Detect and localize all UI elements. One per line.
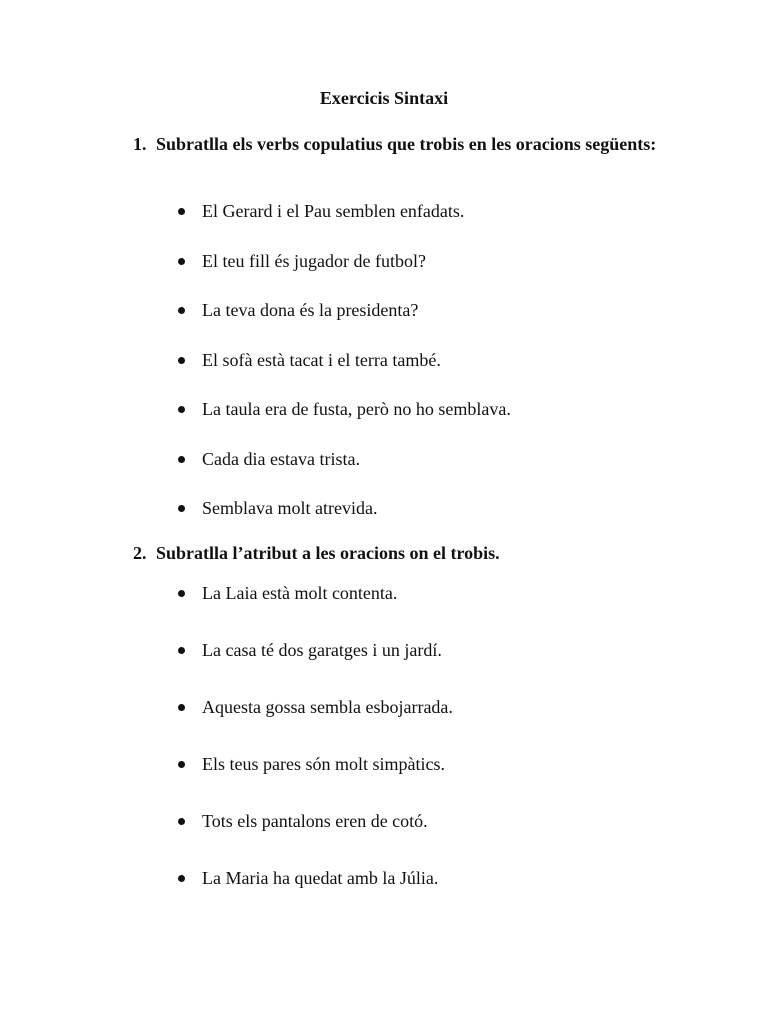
bullet-icon [178,704,185,711]
sentence-text: El Gerard i el Pau semblen enfadats. [202,201,465,221]
bullet-icon [178,208,185,215]
sentence-text: La Laia està molt contenta. [202,583,398,603]
bullet-icon [178,875,185,882]
exercise-1-number: 1. [133,134,147,154]
sentence-text: Els teus pares són molt simpàtics. [202,754,445,774]
sentence-text: La taula era de fusta, però no ho semblava. [202,399,511,419]
bullet-icon [178,505,185,512]
sentence-text: El sofà està tacat i el terra també. [202,349,441,370]
bullet-icon [178,406,185,413]
sentence-text: La casa té dos garatges i un jardí. [202,640,442,660]
sentence-text: Tots els pantalons eren de cotó. [202,811,428,831]
exercise-1-instruction [133,131,663,158]
bullet-icon [178,357,185,364]
exercise-2-number: 2. [133,543,147,563]
sentence-text: La teva dona és la presidenta? [202,300,419,320]
exercise-2-instruction [133,540,663,567]
exercise-2-text: Subratlla l’atribut a les oracions on el trobis. [156,543,500,563]
bullet-icon [178,456,185,463]
bullet-icon [178,647,185,654]
sentence-text: El teu fill és jugador de futbol? [202,250,426,271]
sentence-text: Aquesta gossa sembla esbojarrada. [202,697,453,717]
bullet-icon [178,307,185,314]
sentence-text: Semblava molt atrevida. [202,498,378,518]
bullet-icon [178,818,185,825]
sentence-text: Cada dia estava trista. [202,448,360,469]
bullet-icon [178,258,185,265]
exercise-1-text: Subratlla els verbs copulatius que trobis en les oracions següents: [156,134,657,154]
bullet-icon [178,590,185,597]
document-title: Exercicis Sintaxi [319,88,449,108]
bullet-icon [178,761,185,768]
sentence-text: La Maria ha quedat amb la Júlia. [202,868,439,888]
